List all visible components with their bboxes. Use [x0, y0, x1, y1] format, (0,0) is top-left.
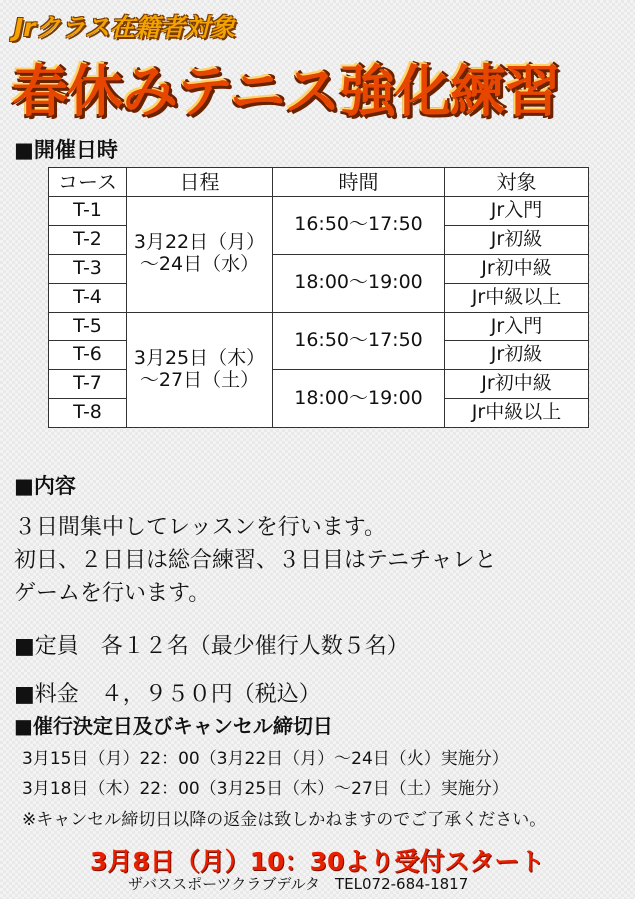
date-start: 3月25日（木）: [133, 346, 266, 369]
target-cell: Jr初中級: [445, 370, 589, 399]
content-heading: ■内容: [14, 474, 76, 498]
course-cell: T-7: [49, 370, 127, 399]
page-title: 春休みテニス強化練習: [12, 60, 560, 125]
course-cell: T-8: [49, 399, 127, 428]
column-header-course: コース: [49, 168, 127, 197]
date-cell: [127, 197, 273, 313]
target-cell: Jr初級: [445, 341, 589, 370]
target-cell: Jr入門: [445, 197, 589, 226]
target-cell: Jr初中級: [445, 254, 589, 283]
content-line-3: ゲームを行います。: [14, 581, 211, 606]
deadline-heading: ■催行決定日及びキャンセル締切日: [14, 714, 333, 738]
date-end: ～24日（水）: [139, 253, 260, 276]
target-cell: Jr入門: [445, 312, 589, 341]
cancellation-note: ※キャンセル締切日以降の返金は致しかねますのでご了承ください。: [22, 810, 547, 830]
column-header-target: 対象: [445, 168, 589, 197]
time-cell: 16:50～17:50: [273, 312, 445, 370]
schedule-heading: ■開催日時: [14, 138, 118, 162]
capacity-text: ■定員 各１２名（最少催行人数５名）: [14, 634, 409, 659]
deadline-line-2: 3月18日（木）22：00（3月25日（木）～27日（土）実施分）: [22, 779, 509, 799]
target-cell: Jr中級以上: [445, 283, 589, 312]
deadline-line-1: 3月15日（月）22：00（3月22日（月）～24日（火）実施分）: [22, 749, 509, 769]
course-cell: T-1: [49, 197, 127, 226]
registration-start-banner: 3月8日（月）10：30より受付スタート: [90, 847, 545, 876]
table-row: [49, 312, 589, 341]
fee-text: ■料金 ４，９５０円（税込）: [14, 682, 321, 707]
course-cell: T-2: [49, 225, 127, 254]
course-cell: T-3: [49, 254, 127, 283]
time-cell: 16:50～17:50: [273, 197, 445, 255]
table-header-row: [49, 168, 589, 197]
course-cell: T-4: [49, 283, 127, 312]
target-cell: Jr中級以上: [445, 399, 589, 428]
club-contact: ザバススポーツクラブデルタ TEL072-684-1817: [128, 875, 469, 893]
column-header-time: 時間: [273, 168, 445, 197]
time-cell: 18:00～19:00: [273, 254, 445, 312]
table-row: [49, 197, 589, 226]
date-cell: [127, 312, 273, 428]
date-start: 3月22日（月）: [133, 231, 266, 254]
schedule-table: [48, 167, 589, 428]
content-line-2: 初日、２日目は総合練習、３日目はテニチャレと: [14, 548, 497, 573]
target-cell: Jr初級: [445, 225, 589, 254]
column-header-date: 日程: [127, 168, 273, 197]
date-end: ～27日（土）: [139, 368, 260, 391]
content-line-1: ３日間集中してレッスンを行います。: [14, 515, 387, 540]
course-cell: T-5: [49, 312, 127, 341]
time-cell: 18:00～19:00: [273, 370, 445, 428]
target-audience-label: Jrクラス在籍者対象: [14, 13, 235, 42]
course-cell: T-6: [49, 341, 127, 370]
